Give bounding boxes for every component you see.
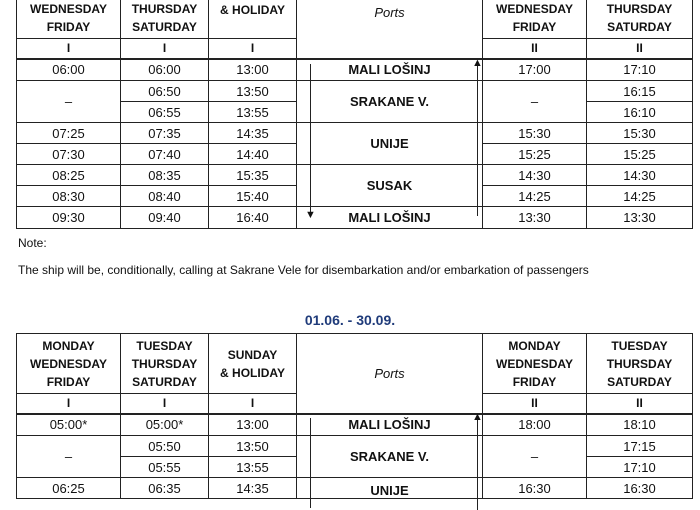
time-cell: 06:00	[121, 59, 209, 81]
col2-header	[121, 0, 209, 39]
time-cell: 16:40	[209, 207, 297, 229]
port-cell	[297, 81, 483, 123]
route-line-down	[310, 64, 311, 214]
time-cell: –	[17, 436, 121, 478]
time-cell: 07:35	[121, 123, 209, 144]
time-cell: 16:10	[587, 102, 693, 123]
period-title: 01.06. - 30.09.	[304, 312, 396, 328]
timetable-2	[16, 333, 693, 499]
route-line-down	[310, 418, 311, 508]
table-row	[17, 81, 693, 102]
table-row	[17, 165, 693, 186]
col6-header-line: THURSDAY	[606, 356, 673, 371]
direction-label: I	[17, 39, 121, 59]
col6-header-line: TUESDAY	[611, 338, 668, 353]
time-cell: 13:00	[209, 59, 297, 81]
direction-label: I	[17, 394, 121, 414]
port-name: SRAKANE V.	[350, 449, 429, 464]
col5-header-line: FRIDAY	[512, 374, 557, 389]
col3-header	[209, 334, 297, 394]
arrow-up-icon: ▲	[472, 411, 483, 423]
time-cell: 18:10	[587, 414, 693, 436]
time-cell: –	[17, 81, 121, 123]
direction-label: I	[121, 394, 209, 414]
time-cell: 09:30	[17, 207, 121, 229]
port-name: UNIJE	[370, 483, 409, 498]
table-row	[17, 436, 693, 457]
col5-header-line: WEDNESDAY	[496, 1, 573, 16]
time-cell: 13:30	[587, 207, 693, 229]
port-name: SRAKANE V.	[350, 94, 429, 109]
col2-header-line: THURSDAY	[131, 1, 198, 16]
time-cell: 08:35	[121, 165, 209, 186]
route-line-up	[477, 66, 478, 216]
time-cell: 16:15	[587, 81, 693, 102]
header-row	[17, 334, 693, 394]
direction-label: II	[483, 39, 587, 59]
time-cell: 08:25	[17, 165, 121, 186]
col1-header-line: WEDNESDAY	[30, 356, 107, 371]
port-cell	[297, 411, 483, 436]
time-cell: 05:55	[121, 457, 209, 478]
col1-header-line: WEDNESDAY	[30, 1, 107, 16]
time-cell: 15:30	[483, 123, 587, 144]
port-cell	[297, 165, 483, 207]
col3-header-line: SUNDAY	[227, 347, 278, 362]
time-cell: 18:00	[483, 414, 587, 436]
time-cell: 17:15	[587, 436, 693, 457]
port-name: MALI LOŠINJ	[348, 210, 431, 225]
time-cell: 05:50	[121, 436, 209, 457]
col2-header	[121, 334, 209, 394]
time-cell: 14:30	[483, 165, 587, 186]
time-cell: 17:10	[587, 59, 693, 81]
time-cell: 05:00*	[121, 414, 209, 436]
time-cell: 13:00	[209, 414, 297, 436]
time-cell: 14:30	[587, 165, 693, 186]
col1-header	[17, 334, 121, 394]
port-cell	[297, 436, 483, 478]
direction-label: II	[483, 394, 587, 414]
port-cell	[297, 123, 483, 165]
time-cell: 05:00*	[17, 414, 121, 436]
col6-header-line: SATURDAY	[607, 374, 672, 389]
time-cell: 14:25	[483, 186, 587, 207]
time-cell: 07:25	[17, 123, 121, 144]
col6-header	[587, 0, 693, 39]
time-cell: –	[483, 81, 587, 123]
port-name: SUSAK	[366, 178, 413, 193]
time-cell: –	[483, 436, 587, 478]
col6-header-line: THURSDAY	[606, 1, 673, 16]
time-cell: 14:25	[587, 186, 693, 207]
col5-header	[483, 0, 587, 39]
port-cell	[297, 59, 483, 81]
header-row	[17, 0, 693, 39]
time-cell: 16:30	[587, 478, 693, 499]
direction-label: I	[209, 39, 297, 59]
time-cell: 08:30	[17, 186, 121, 207]
direction-label: I	[121, 39, 209, 59]
time-cell: 14:40	[209, 144, 297, 165]
time-cell: 15:30	[587, 123, 693, 144]
col1-header-line: MONDAY	[42, 338, 95, 353]
col6-header-line: SATURDAY	[607, 19, 672, 34]
time-cell: 13:55	[209, 102, 297, 123]
time-cell: 06:00	[17, 59, 121, 81]
time-cell: 07:30	[17, 144, 121, 165]
time-cell: 13:50	[209, 436, 297, 457]
time-cell: 07:40	[121, 144, 209, 165]
col5-header	[483, 334, 587, 394]
col3-header-line: & HOLIDAY	[220, 365, 285, 380]
port-name: MALI LOŠINJ	[348, 417, 431, 433]
direction-label: II	[587, 394, 693, 414]
time-cell: 14:35	[209, 123, 297, 144]
col1-header-line: FRIDAY	[46, 19, 91, 34]
note-text: The ship will be, conditionally, calling at Sakrane Vele for disembarkation and/or embarkation of passengers	[18, 263, 589, 277]
port-cell	[297, 478, 483, 499]
time-cell: 06:35	[121, 478, 209, 499]
time-cell: 15:25	[483, 144, 587, 165]
ports-header-label: Ports	[374, 365, 405, 381]
col2-header-line: SATURDAY	[132, 374, 197, 389]
col5-header-line: WEDNESDAY	[496, 356, 573, 371]
table-row	[17, 59, 693, 81]
table-row	[17, 123, 693, 144]
ports-header	[297, 334, 483, 414]
time-cell: 15:25	[587, 144, 693, 165]
port-cell	[297, 207, 483, 229]
ports-header	[297, 0, 483, 59]
direction-label: I	[209, 394, 297, 414]
time-cell: 13:30	[483, 207, 587, 229]
table-row	[17, 478, 693, 499]
col1-header	[17, 0, 121, 39]
route-line-up	[477, 420, 478, 510]
col1-header-line: FRIDAY	[46, 374, 91, 389]
table-row	[17, 207, 693, 229]
time-cell: 17:10	[587, 457, 693, 478]
time-cell: 13:55	[209, 457, 297, 478]
col2-header-line: THURSDAY	[131, 356, 198, 371]
time-cell: 17:00	[483, 59, 587, 81]
col3-header	[209, 0, 297, 39]
note-label: Note:	[18, 236, 47, 250]
col2-header-line: SATURDAY	[132, 19, 197, 34]
ports-header-label: Ports	[374, 5, 405, 20]
direction-label: II	[587, 39, 693, 59]
arrow-down-icon: ▼	[305, 209, 316, 221]
time-cell: 06:25	[17, 478, 121, 499]
port-name: MALI LOŠINJ	[348, 62, 431, 78]
time-cell: 15:35	[209, 165, 297, 186]
time-cell: 14:35	[209, 478, 297, 499]
col5-header-line: MONDAY	[508, 338, 561, 353]
table-row	[17, 414, 693, 436]
col3-header-line: & HOLIDAY	[220, 3, 285, 17]
time-cell: 16:30	[483, 478, 587, 499]
time-cell: 08:40	[121, 186, 209, 207]
col5-header-line: FRIDAY	[512, 19, 557, 34]
col6-header	[587, 334, 693, 394]
arrow-up-icon: ▲	[472, 57, 483, 69]
timetable-1	[16, 0, 693, 229]
time-cell: 06:55	[121, 102, 209, 123]
time-cell: 13:50	[209, 81, 297, 102]
time-cell: 09:40	[121, 207, 209, 229]
time-cell: 15:40	[209, 186, 297, 207]
col2-header-line: TUESDAY	[136, 338, 193, 353]
time-cell: 06:50	[121, 81, 209, 102]
port-name: UNIJE	[370, 136, 409, 151]
